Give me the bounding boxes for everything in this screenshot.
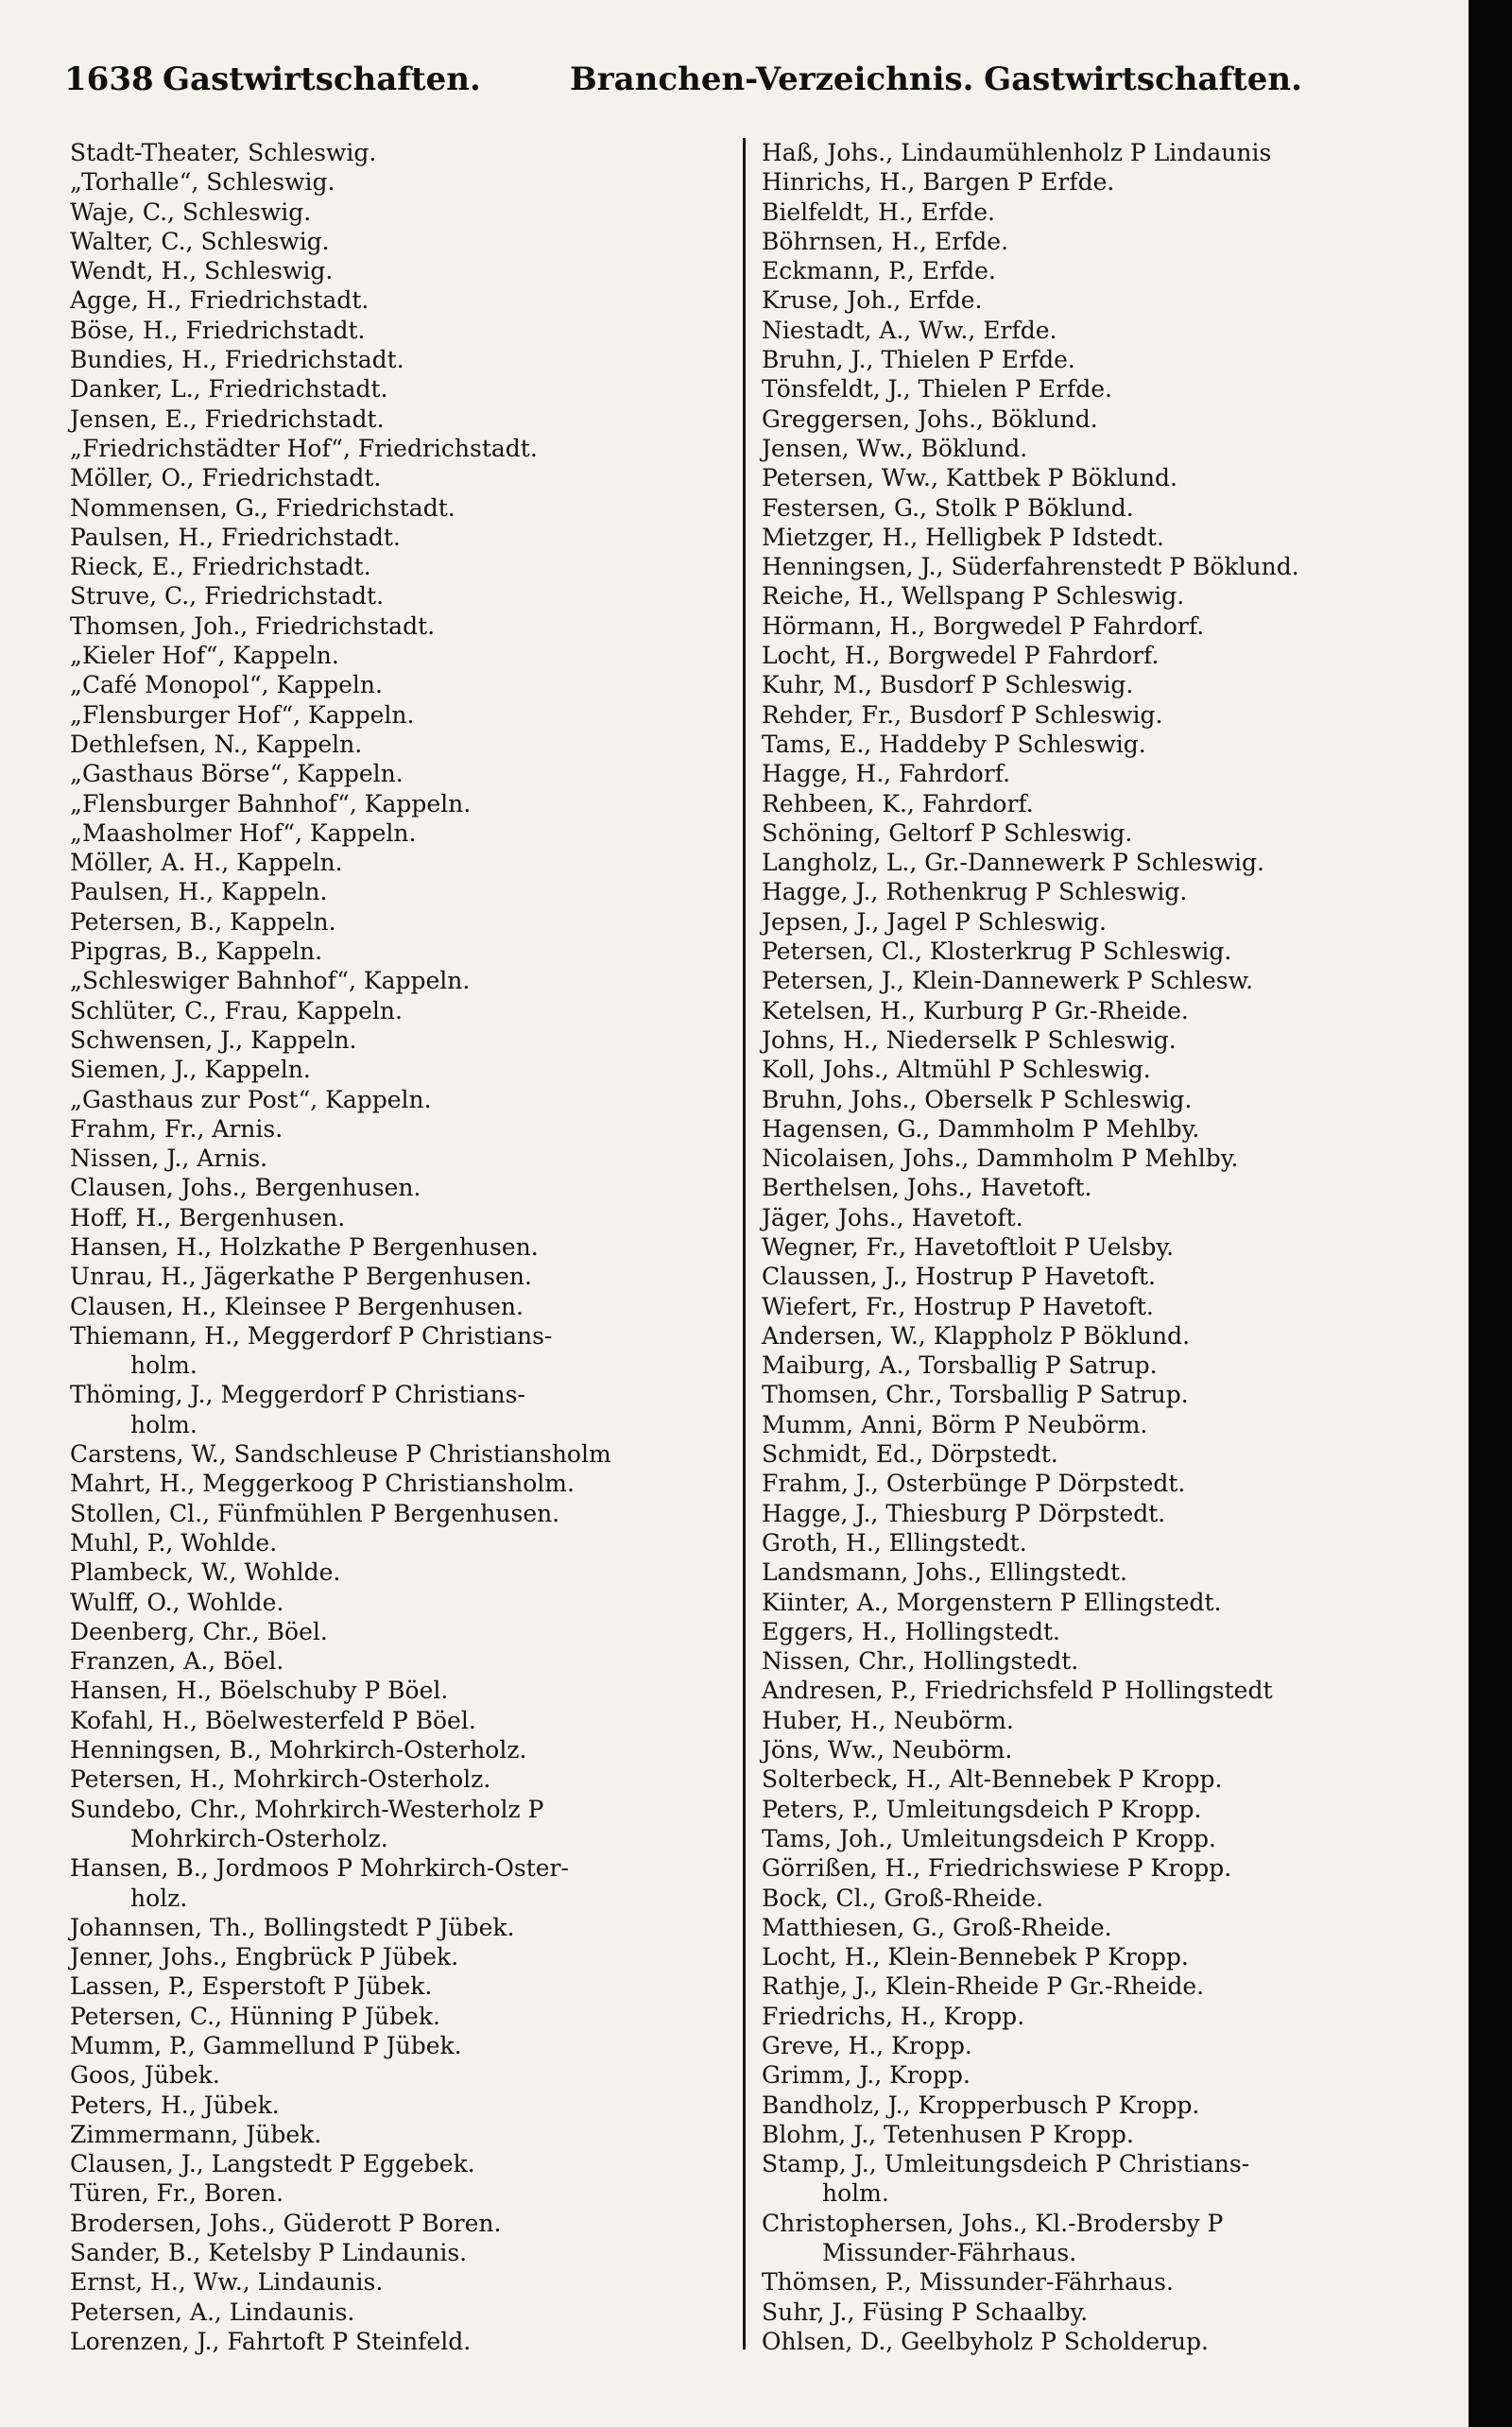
- directory-entry: Jäger, Johs., Havetoft.: [762, 1203, 1023, 1231]
- directory-entry: Mumm, Anni, Börm P Neubörm.: [762, 1410, 1148, 1438]
- directory-entry: Franzen, A., Böel.: [70, 1647, 284, 1676]
- directory-entry: Thiemann, H., Meggerdorf P Christians-: [70, 1321, 553, 1350]
- directory-entry: Danker, L., Friedrichstadt.: [70, 375, 388, 404]
- directory-entry: Nommensen, G., Friedrichstadt.: [70, 493, 455, 522]
- directory-entry: Schwensen, J., Kappeln.: [70, 1025, 357, 1054]
- directory-entry: Jepsen, J., Jagel P Schleswig.: [762, 907, 1107, 936]
- directory-entry: Kuhr, M., Busdorf P Schleswig.: [762, 671, 1134, 699]
- directory-entry: Muhl, P., Wohlde.: [70, 1528, 278, 1557]
- directory-entry: Mahrt, H., Meggerkoog P Christiansholm.: [70, 1470, 575, 1498]
- directory-entry: Rehder, Fr., Busdorf P Schleswig.: [762, 700, 1163, 729]
- directory-entry: Clausen, Johs., Bergenhusen.: [70, 1174, 421, 1202]
- directory-entry: „Flensburger Hof“, Kappeln.: [70, 700, 415, 729]
- directory-entry: Tams, E., Haddeby P Schleswig.: [762, 730, 1146, 758]
- directory-entry: Niestadt, A., Ww., Erfde.: [762, 316, 1057, 344]
- directory-entry: „Torhalle“, Schleswig.: [70, 168, 335, 197]
- directory-entry: Jenner, Johs., Engbrück P Jübek.: [70, 1943, 459, 1971]
- directory-entry: holm.: [822, 2179, 889, 2208]
- directory-entry: Greve, H., Kropp.: [762, 2032, 972, 2059]
- directory-entry: Hansen, B., Jordmoos P Mohrkirch-Oster-: [70, 1854, 569, 1883]
- left-column: [70, 138, 731, 2356]
- right-column: [762, 138, 1423, 2356]
- directory-entry: Struve, C., Friedrichstadt.: [70, 582, 385, 611]
- directory-entry: Nicolaisen, Johs., Dammholm P Mehlby.: [762, 1145, 1239, 1173]
- directory-entry: holz.: [130, 1884, 188, 1912]
- directory-entry: Stollen, Cl., Fünfmühlen P Bergenhusen.: [70, 1499, 560, 1527]
- directory-entry: Hagensen, G., Dammholm P Mehlby.: [762, 1114, 1200, 1143]
- directory-entry: Henningsen, B., Mohrkirch-Osterholz.: [70, 1736, 527, 1764]
- directory-entry: Kiinter, A., Morgenstern P Ellingstedt.: [762, 1588, 1222, 1616]
- directory-entry: Sander, B., Ketelsby P Lindaunis.: [70, 2239, 468, 2267]
- directory-entry: „Gasthaus Börse“, Kappeln.: [70, 760, 404, 788]
- directory-entry: Johannsen, Th., Bollingstedt P Jübek.: [70, 1913, 515, 1941]
- directory-entry: Hoff, H., Bergenhusen.: [70, 1203, 346, 1231]
- directory-entry: Rieck, E., Friedrichstadt.: [70, 553, 371, 581]
- directory-entry: Kruse, Joh., Erfde.: [762, 286, 983, 315]
- directory-entry: Tams, Joh., Umleitungsdeich P Kropp.: [762, 1824, 1216, 1852]
- directory-entry: Maiburg, A., Torsballig P Satrup.: [762, 1351, 1158, 1380]
- directory-entry: „Maasholmer Hof“, Kappeln.: [70, 818, 417, 847]
- directory-entry: Wiefert, Fr., Hostrup P Havetoft.: [762, 1292, 1154, 1320]
- directory-entry: „Flensburger Bahnhof“, Kappeln.: [70, 789, 472, 818]
- directory-entry: Thömsen, P., Missunder-Fährhaus.: [762, 2268, 1174, 2297]
- directory-entry: Petersen, H., Mohrkirch-Osterholz.: [70, 1765, 491, 1794]
- directory-entry: Lassen, P., Esperstoft P Jübek.: [70, 1972, 433, 2001]
- directory-entry: Türen, Fr., Boren.: [70, 2179, 284, 2208]
- directory-entry: Bock, Cl., Groß-Rheide.: [762, 1884, 1044, 1912]
- directory-entry: Berthelsen, Johs., Havetoft.: [762, 1174, 1092, 1202]
- directory-entry: Frahm, Fr., Arnis.: [70, 1114, 284, 1143]
- directory-entry: Mietzger, H., Helligbek P Idstedt.: [762, 523, 1164, 551]
- directory-entry: Wendt, H., Schleswig.: [70, 257, 334, 285]
- directory-entry: Petersen, B., Kappeln.: [70, 907, 336, 936]
- directory-entry: Suhr, J., Füsing P Schaalby.: [762, 2298, 1089, 2326]
- directory-entry: Matthiesen, G., Groß-Rheide.: [762, 1913, 1112, 1941]
- directory-entry: Paulsen, H., Friedrichstadt.: [70, 523, 401, 551]
- header-center-title: Branchen-Verzeichnis.: [570, 60, 974, 98]
- directory-entry: Peters, H., Jübek.: [70, 2091, 280, 2119]
- directory-entry: „Café Monopol“, Kappeln.: [70, 671, 383, 699]
- directory-entry: Peters, P., Umleitungsdeich P Kropp.: [762, 1795, 1202, 1823]
- directory-entry: Ernst, H., Ww., Lindaunis.: [70, 2268, 384, 2297]
- header-left-title: Gastwirtschaften.: [163, 60, 481, 98]
- directory-entry: Missunder-Fährhaus.: [822, 2239, 1077, 2267]
- directory-entry: Schöning, Geltorf P Schleswig.: [762, 818, 1133, 847]
- directory-entry: „Kieler Hof“, Kappeln.: [70, 642, 339, 670]
- directory-entry: Mohrkirch-Osterholz.: [130, 1824, 388, 1852]
- directory-entry: Huber, H., Neubörm.: [762, 1706, 1014, 1734]
- directory-entry: Bruhn, J., Thielen P Erfde.: [762, 346, 1075, 374]
- directory-entry: Friedrichs, H., Kropp.: [762, 2002, 1025, 2030]
- directory-entry: Jensen, Ww., Böklund.: [762, 434, 1028, 462]
- directory-entry: Lorenzen, J., Fahrtoft P Steinfeld.: [70, 2327, 472, 2355]
- directory-entry: Groth, H., Ellingstedt.: [762, 1528, 1027, 1557]
- directory-entry: Möller, A. H., Kappeln.: [70, 849, 343, 877]
- directory-entry: Möller, O., Friedrichstadt.: [70, 464, 382, 492]
- directory-entry: Plambeck, W., Wohlde.: [70, 1558, 341, 1587]
- directory-entry: Brodersen, Johs., Güderott P Boren.: [70, 2209, 502, 2237]
- directory-entry: Rehbeen, K., Fahrdorf.: [762, 789, 1034, 818]
- directory-entry: Carstens, W., Sandschleuse P Christiansholm: [70, 1440, 611, 1469]
- directory-entry: „Friedrichstädter Hof“, Friedrichstadt.: [70, 434, 538, 462]
- directory-entry: Bandholz, J., Kropperbusch P Kropp.: [762, 2091, 1200, 2119]
- directory-entry: Paulsen, H., Kappeln.: [70, 878, 328, 906]
- directory-entry: Festersen, G., Stolk P Böklund.: [762, 493, 1134, 522]
- directory-entry: Waje, C., Schleswig.: [70, 198, 312, 226]
- directory-entry: Bundies, H., Friedrichstadt.: [70, 346, 404, 374]
- directory-entry: Jensen, E., Friedrichstadt.: [70, 404, 385, 433]
- directory-entry: Jöns, Ww., Neubörm.: [762, 1736, 1013, 1764]
- directory-entry: Petersen, C., Hünning P Jübek.: [70, 2002, 440, 2030]
- directory-entry: Wegner, Fr., Havetoftloit P Uelsby.: [762, 1232, 1175, 1261]
- directory-entry: Frahm, J., Osterbünge P Dörpstedt.: [762, 1470, 1186, 1498]
- directory-entry: Hansen, H., Holzkathe P Bergenhusen.: [70, 1232, 539, 1261]
- directory-entry: Hörmann, H., Borgwedel P Fahrdorf.: [762, 611, 1205, 640]
- directory-entry: Nissen, J., Arnis.: [70, 1145, 268, 1173]
- directory-entry: Tönsfeldt, J., Thielen P Erfde.: [762, 375, 1112, 404]
- directory-entry: Reiche, H., Wellspang P Schleswig.: [762, 582, 1185, 611]
- scan-edge: [1469, 0, 1512, 2427]
- directory-entry: Agge, H., Friedrichstadt.: [70, 286, 369, 315]
- directory-entry: Greggersen, Johs., Böklund.: [762, 404, 1098, 433]
- directory-entry: Clausen, H., Kleinsee P Bergenhusen.: [70, 1292, 524, 1320]
- directory-entry: Thomsen, Chr., Torsballig P Satrup.: [762, 1381, 1189, 1409]
- directory-entry: Blohm, J., Tetenhusen P Kropp.: [762, 2120, 1134, 2148]
- directory-entry: Bielfeldt, H., Erfde.: [762, 198, 995, 226]
- directory-entry: Bruhn, Johs., Oberselk P Schleswig.: [762, 1085, 1193, 1113]
- directory-entry: Locht, H., Klein-Bennebek P Kropp.: [762, 1943, 1189, 1971]
- directory-entry: Petersen, A., Lindaunis.: [70, 2298, 355, 2326]
- directory-entry: Görrißen, H., Friedrichswiese P Kropp.: [762, 1854, 1232, 1883]
- directory-entry: Siemen, J., Kappeln.: [70, 1056, 311, 1084]
- directory-entry: Thöming, J., Meggerdorf P Christians-: [70, 1381, 525, 1409]
- directory-entry: Hagge, J., Thiesburg P Dörpstedt.: [762, 1499, 1166, 1527]
- directory-entry: Kofahl, H., Böelwesterfeld P Böel.: [70, 1706, 476, 1734]
- directory-entry: Locht, H., Borgwedel P Fahrdorf.: [762, 642, 1160, 670]
- directory-entry: Petersen, Cl., Klosterkrug P Schleswig.: [762, 938, 1232, 966]
- directory-entry: Hagge, H., Fahrdorf.: [762, 760, 1010, 788]
- directory-entry: Schlüter, C., Frau, Kappeln.: [70, 996, 403, 1024]
- directory-entry: Claussen, J., Hostrup P Havetoft.: [762, 1263, 1156, 1291]
- directory-entry: Andresen, P., Friedrichsfeld P Hollingstedt: [762, 1677, 1273, 1705]
- directory-entry: Hagge, J., Rothenkrug P Schleswig.: [762, 878, 1188, 906]
- directory-entry: Ketelsen, H., Kurburg P Gr.-Rheide.: [762, 996, 1189, 1024]
- directory-entry: Wulff, O., Wohlde.: [70, 1588, 284, 1616]
- directory-entry: Schmidt, Ed., Dörpstedt.: [762, 1440, 1058, 1469]
- directory-entry: Mumm, P., Gammellund P Jübek.: [70, 2032, 462, 2059]
- directory-entry: Hansen, H., Böelschuby P Böel.: [70, 1677, 449, 1705]
- directory-entry: Pipgras, B., Kappeln.: [70, 938, 323, 966]
- directory-entry: Böse, H., Friedrichstadt.: [70, 316, 366, 344]
- directory-entry: Goos, Jübek.: [70, 2061, 220, 2090]
- directory-entry: Andersen, W., Klappholz P Böklund.: [762, 1321, 1191, 1350]
- directory-entry: Zimmermann, Jübek.: [70, 2120, 322, 2148]
- directory-entry: Petersen, Ww., Kattbek P Böklund.: [762, 464, 1177, 492]
- directory-entry: Koll, Johs., Altmühl P Schleswig.: [762, 1056, 1151, 1084]
- directory-entry: Eggers, H., Hollingstedt.: [762, 1617, 1060, 1645]
- header-right-title: Gastwirtschaften.: [984, 60, 1302, 98]
- directory-entry: Dethlefsen, N., Kappeln.: [70, 730, 363, 758]
- directory-entry: Johns, H., Niederselk P Schleswig.: [762, 1025, 1177, 1054]
- directory-entry: Deenberg, Chr., Böel.: [70, 1617, 328, 1645]
- directory-entry: Unrau, H., Jägerkathe P Bergenhusen.: [70, 1263, 532, 1291]
- directory-entry: Clausen, J., Langstedt P Eggebek.: [70, 2150, 475, 2178]
- page-number: 1638: [64, 60, 154, 98]
- directory-entry: Landsmann, Johs., Ellingstedt.: [762, 1558, 1127, 1587]
- directory-entry: Grimm, J., Kropp.: [762, 2061, 971, 2090]
- directory-entry: Stadt-Theater, Schleswig.: [70, 139, 377, 166]
- directory-entry: „Gasthaus zur Post“, Kappeln.: [70, 1085, 432, 1113]
- directory-entry: Haß, Johs., Lindaumühlenholz P Lindaunis: [762, 139, 1272, 166]
- directory-entry: Hinrichs, H., Bargen P Erfde.: [762, 168, 1115, 197]
- directory-entry: Walter, C., Schleswig.: [70, 227, 330, 255]
- directory-entry: holm.: [130, 1410, 198, 1438]
- directory-entry: Ohlsen, D., Geelbyholz P Scholderup.: [762, 2327, 1209, 2355]
- directory-entry: Böhrnsen, H., Erfde.: [762, 227, 1009, 255]
- directory-entry: Thomsen, Joh., Friedrichstadt.: [70, 611, 436, 640]
- page-header: [64, 60, 1302, 117]
- directory-entry: Langholz, L., Gr.-Dannewerk P Schleswig.: [762, 849, 1264, 877]
- directory-entry: Stamp, J., Umleitungsdeich P Christians-: [762, 2150, 1250, 2178]
- column-divider: [743, 138, 746, 2350]
- directory-entry: Petersen, J., Klein-Dannewerk P Schlesw.: [762, 967, 1254, 995]
- directory-entry: Rathje, J., Klein-Rheide P Gr.-Rheide.: [762, 1972, 1205, 2001]
- directory-entry: Eckmann, P., Erfde.: [762, 257, 996, 285]
- directory-entry: Henningsen, J., Süderfahrenstedt P Böklund.: [762, 553, 1299, 581]
- directory-entry: Sundebo, Chr., Mohrkirch-Westerholz P: [70, 1795, 544, 1823]
- directory-entry: Nissen, Chr., Hollingstedt.: [762, 1647, 1079, 1676]
- directory-entry: „Schleswiger Bahnhof“, Kappeln.: [70, 967, 471, 995]
- directory-entry: Christophersen, Johs., Kl.-Brodersby P: [762, 2209, 1224, 2237]
- directory-entry: Solterbeck, H., Alt-Bennebek P Kropp.: [762, 1765, 1223, 1794]
- directory-entry: holm.: [130, 1351, 198, 1380]
